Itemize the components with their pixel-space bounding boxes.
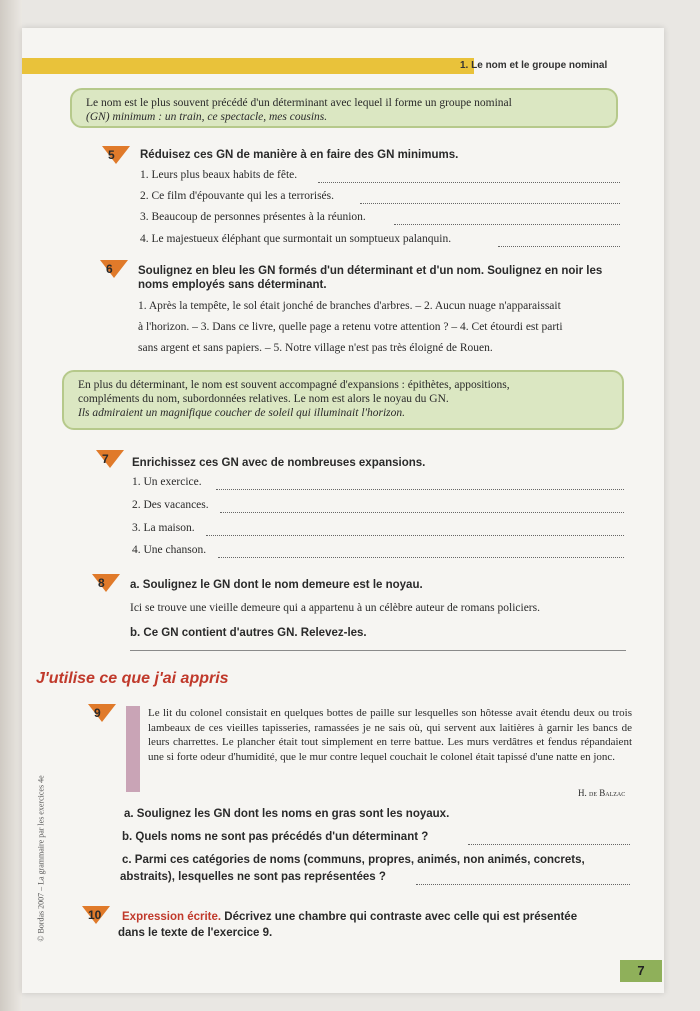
exercise-6-line-2: à l'horizon. – 3. Dans ce livre, quelle page a retenu votre attention ? – 4. Cet étourdi est parti <box>138 321 563 333</box>
answer-line[interactable] <box>220 511 624 513</box>
exercise-9-question-b: b. Quels noms ne sont pas précédés d'un déterminant ? <box>122 831 429 843</box>
exercise-10-label: Expression écrite. <box>122 911 222 923</box>
exercise-7-item-2: 2. Des vacances. <box>132 499 209 511</box>
rule-box-2-example: Ils admiraient un magnifique coucher de soleil qui illuminait l'horizon. <box>78 407 405 419</box>
rule-box-1 <box>70 88 618 128</box>
answer-line[interactable] <box>318 181 620 183</box>
exercise-9-number: 9 <box>94 706 101 720</box>
exercise-10-instruction-2: dans le texte de l'exercice 9. <box>118 927 273 939</box>
rule-box-2-line-1: En plus du déterminant, le nom est souvent accompagné d'expansions : épithètes, appositions, <box>78 379 510 391</box>
exercise-6-number: 6 <box>106 262 113 276</box>
answer-line[interactable] <box>394 223 620 225</box>
exercise-7-item-4: 4. Une chanson. <box>132 544 207 556</box>
exercise-9-question-a: a. Soulignez les GN dont les noms en gras sont les noyaux. <box>124 808 450 820</box>
answer-line[interactable] <box>416 883 630 885</box>
exercise-7-item-3: 3. La maison. <box>132 522 195 534</box>
exercise-8-sentence: Ici se trouve une vieille demeure qui a appartenu à un célèbre auteur de romans policiers. <box>130 602 540 614</box>
rule-box-2 <box>62 370 624 430</box>
exercise-6-line-3: sans argent et sans papiers. – 5. Notre village n'est pas très éloigné de Rouen. <box>138 342 493 354</box>
rule-box-2-line-2: compléments du nom, subordonnées relatives. Le nom est alors le noyau du GN. <box>78 393 449 405</box>
answer-line[interactable] <box>468 843 630 845</box>
exercise-5-item-3: 3. Beaucoup de personnes présentes à la réunion. <box>140 211 366 223</box>
answer-line[interactable] <box>360 202 620 204</box>
text-margin-bar <box>126 706 140 792</box>
exercise-7-instruction: Enrichissez ces GN avec de nombreuses expansions. <box>132 457 426 469</box>
copyright-side-text: © Bordas 2007 – La grammaire par les exercices 4e <box>36 775 46 942</box>
exercise-7-number: 7 <box>102 452 109 466</box>
exercise-6-instruction-1: Soulignez en bleu les GN formés d'un déterminant et d'un nom. Soulignez en noir les <box>138 265 603 277</box>
balzac-excerpt: Le lit du colonel consistait en quelques bottes de paille sur lesquelles son hôtesse avait étendu deux ou trois lambeaux de ces vieilles tapisseries, ramassées je ne sais où, qui servent aux laitières à garnir les bancs de leurs charrettes. Le plancher était tout simplement en terre battue. Les murs verdâtres et fendus répandaient une si forte odeur d'humidité, que le mur contre lequel couchait le colonel était tapissé d'une natte en jonc. <box>148 707 632 763</box>
answer-line[interactable] <box>206 534 624 536</box>
exercise-9-question-c-1: c. Parmi ces catégories de noms (communs, propres, animés, non animés, concrets, <box>122 854 585 866</box>
answer-line[interactable] <box>498 245 620 247</box>
excerpt-author: H. de Balzac <box>578 788 626 798</box>
exercise-5-item-2: 2. Ce film d'épouvante qui les a terrorisés. <box>140 190 335 202</box>
exercise-10-instruction <box>122 910 642 924</box>
answer-line[interactable] <box>216 488 624 490</box>
exercise-6-instruction-2: noms employés sans déterminant. <box>138 279 327 291</box>
answer-line[interactable] <box>218 556 624 558</box>
exercise-6-text <box>138 296 563 359</box>
exercise-5-number: 5 <box>108 148 115 162</box>
exercise-5-item-4: 4. Le majestueux éléphant que surmontait un somptueux palanquin. <box>140 233 452 245</box>
page-left-edge <box>0 0 22 1011</box>
exercise-8-question-a: a. Soulignez le GN dont le nom demeure est le noyau. <box>130 579 423 591</box>
page-number: 7 <box>620 960 662 982</box>
exercise-10-number: 10 <box>88 908 101 922</box>
exercise-6-line-1: 1. Après la tempête, le sol était jonché de branches d'arbres. – 2. Aucun nuage n'apparaissait <box>138 300 561 312</box>
chapter-title: 1. Le nom et le groupe nominal <box>460 60 608 71</box>
rule-box-1-line-2: (GN) minimum : un train, ce spectacle, mes cousins. <box>86 111 328 123</box>
exercise-5-instruction: Réduisez ces GN de manière à en faire des GN minimums. <box>140 149 459 161</box>
section-title: J'utilise ce que j'ai appris <box>36 670 229 687</box>
exercise-9-question-c-2: abstraits), lesquelles ne sont pas représentées ? <box>120 871 386 883</box>
rule-box-1-line-1: Le nom est le plus souvent précédé d'un déterminant avec lequel il forme un groupe nominal <box>86 97 512 109</box>
exercise-8-question-b: b. Ce GN contient d'autres GN. Relevez-les. <box>130 627 367 639</box>
exercise-5-item-1: 1. Leurs plus beaux habits de fête. <box>140 169 298 181</box>
book-page <box>22 28 664 993</box>
answer-line[interactable] <box>130 650 626 651</box>
exercise-7-item-1: 1. Un exercice. <box>132 476 202 488</box>
exercise-8-number: 8 <box>98 576 105 590</box>
exercise-10-instruction-1: Décrivez une chambre qui contraste avec celle qui est présentée <box>224 911 578 923</box>
